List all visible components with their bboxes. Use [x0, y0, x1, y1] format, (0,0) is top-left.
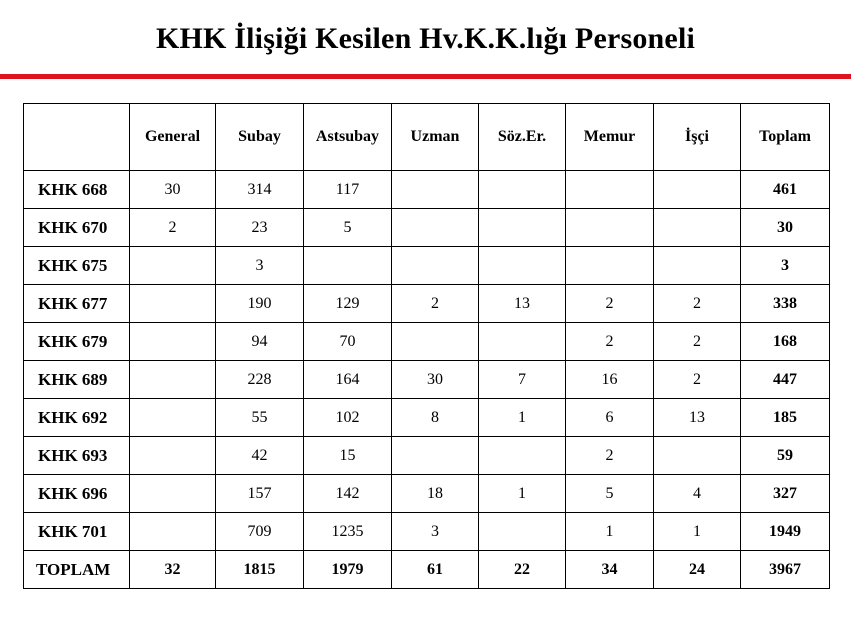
- table-row: [24, 285, 830, 323]
- table-row: [24, 361, 830, 399]
- table-cell: 30: [392, 361, 479, 399]
- table-cell: [392, 171, 479, 209]
- table-cell: 3: [216, 247, 304, 285]
- table-cell: 157: [216, 475, 304, 513]
- total-cell: 1979: [304, 551, 392, 589]
- table-cell: [304, 247, 392, 285]
- row-label: KHK 677: [24, 285, 130, 323]
- table-cell: [392, 323, 479, 361]
- table-cell: 7: [479, 361, 566, 399]
- table-cell: 228: [216, 361, 304, 399]
- table-cell: 4: [654, 475, 741, 513]
- row-total-cell: 30: [741, 209, 830, 247]
- table-row: [24, 399, 830, 437]
- table-cell: 70: [304, 323, 392, 361]
- total-cell: 22: [479, 551, 566, 589]
- table-cell: 30: [130, 171, 216, 209]
- row-label: KHK 693: [24, 437, 130, 475]
- table-cell: [479, 437, 566, 475]
- table-cell: 1: [566, 513, 654, 551]
- table-cell: 16: [566, 361, 654, 399]
- header-cell: Söz.Er.: [479, 104, 566, 171]
- table-cell: [130, 437, 216, 475]
- table-row: [24, 437, 830, 475]
- row-total-cell: 3: [741, 247, 830, 285]
- totals-row: [24, 551, 830, 589]
- table-cell: [479, 171, 566, 209]
- table-cell: 18: [392, 475, 479, 513]
- header-cell: [24, 104, 130, 171]
- table-cell: [479, 247, 566, 285]
- table-cell: [479, 209, 566, 247]
- table-cell: 1: [654, 513, 741, 551]
- header-cell: Toplam: [741, 104, 830, 171]
- table-cell: 55: [216, 399, 304, 437]
- header-cell: Uzman: [392, 104, 479, 171]
- table-cell: [479, 513, 566, 551]
- table-cell: [392, 247, 479, 285]
- table-cell: 5: [304, 209, 392, 247]
- table-cell: 709: [216, 513, 304, 551]
- header-cell: Astsubay: [304, 104, 392, 171]
- table-cell: [654, 437, 741, 475]
- table-cell: 3: [392, 513, 479, 551]
- table-cell: 2: [130, 209, 216, 247]
- table-cell: [566, 209, 654, 247]
- table-cell: 2: [566, 437, 654, 475]
- row-label: KHK 689: [24, 361, 130, 399]
- row-total-cell: 59: [741, 437, 830, 475]
- header-cell: General: [130, 104, 216, 171]
- total-cell: 24: [654, 551, 741, 589]
- table-cell: [130, 513, 216, 551]
- grand-total-cell: 3967: [741, 551, 830, 589]
- table-cell: 2: [654, 361, 741, 399]
- table-cell: 2: [392, 285, 479, 323]
- header-cell: Subay: [216, 104, 304, 171]
- row-total-cell: 338: [741, 285, 830, 323]
- table-cell: 102: [304, 399, 392, 437]
- table-cell: 13: [479, 285, 566, 323]
- total-cell: 34: [566, 551, 654, 589]
- table-cell: [130, 361, 216, 399]
- table-row: [24, 209, 830, 247]
- table-cell: 2: [654, 323, 741, 361]
- table-cell: 2: [566, 323, 654, 361]
- table-cell: [566, 247, 654, 285]
- table-cell: [130, 399, 216, 437]
- header-cell: İşçi: [654, 104, 741, 171]
- table-header-row: [24, 104, 830, 171]
- table-cell: 2: [566, 285, 654, 323]
- table-row: [24, 513, 830, 551]
- table-cell: [130, 475, 216, 513]
- table-cell: 314: [216, 171, 304, 209]
- table-cell: 1: [479, 475, 566, 513]
- page-title: KHK İlişiği Kesilen Hv.K.K.lığı Personeli: [155, 22, 696, 55]
- table-cell: [130, 323, 216, 361]
- table-cell: [392, 437, 479, 475]
- table-cell: 117: [304, 171, 392, 209]
- table-row: [24, 475, 830, 513]
- title-divider: [0, 74, 851, 79]
- table-cell: 42: [216, 437, 304, 475]
- totals-label: TOPLAM: [24, 551, 130, 589]
- table-cell: 13: [654, 399, 741, 437]
- total-cell: 32: [130, 551, 216, 589]
- table-cell: [479, 323, 566, 361]
- row-label: KHK 696: [24, 475, 130, 513]
- table-cell: [654, 209, 741, 247]
- table-cell: [654, 247, 741, 285]
- table-cell: 2: [654, 285, 741, 323]
- table-row: [24, 247, 830, 285]
- row-total-cell: 185: [741, 399, 830, 437]
- row-label: KHK 679: [24, 323, 130, 361]
- header-cell: Memur: [566, 104, 654, 171]
- table-row: [24, 323, 830, 361]
- table-cell: 6: [566, 399, 654, 437]
- table-row: [24, 171, 830, 209]
- table-cell: 8: [392, 399, 479, 437]
- table-cell: 164: [304, 361, 392, 399]
- row-total-cell: 447: [741, 361, 830, 399]
- row-total-cell: 168: [741, 323, 830, 361]
- row-total-cell: 327: [741, 475, 830, 513]
- table-cell: [392, 209, 479, 247]
- row-total-cell: 1949: [741, 513, 830, 551]
- total-cell: 1815: [216, 551, 304, 589]
- table-cell: 15: [304, 437, 392, 475]
- table-cell: [130, 247, 216, 285]
- row-label: KHK 692: [24, 399, 130, 437]
- table-cell: 94: [216, 323, 304, 361]
- table-cell: 23: [216, 209, 304, 247]
- table-cell: 5: [566, 475, 654, 513]
- table-cell: [130, 285, 216, 323]
- table-cell: 190: [216, 285, 304, 323]
- row-label: KHK 675: [24, 247, 130, 285]
- row-label: KHK 668: [24, 171, 130, 209]
- table-cell: 1: [479, 399, 566, 437]
- row-total-cell: 461: [741, 171, 830, 209]
- row-label: KHK 670: [24, 209, 130, 247]
- table-cell: 142: [304, 475, 392, 513]
- table-cell: 129: [304, 285, 392, 323]
- table-cell: 1235: [304, 513, 392, 551]
- total-cell: 61: [392, 551, 479, 589]
- personnel-table: [23, 103, 830, 589]
- table-cell: [566, 171, 654, 209]
- table-cell: [654, 171, 741, 209]
- row-label: KHK 701: [24, 513, 130, 551]
